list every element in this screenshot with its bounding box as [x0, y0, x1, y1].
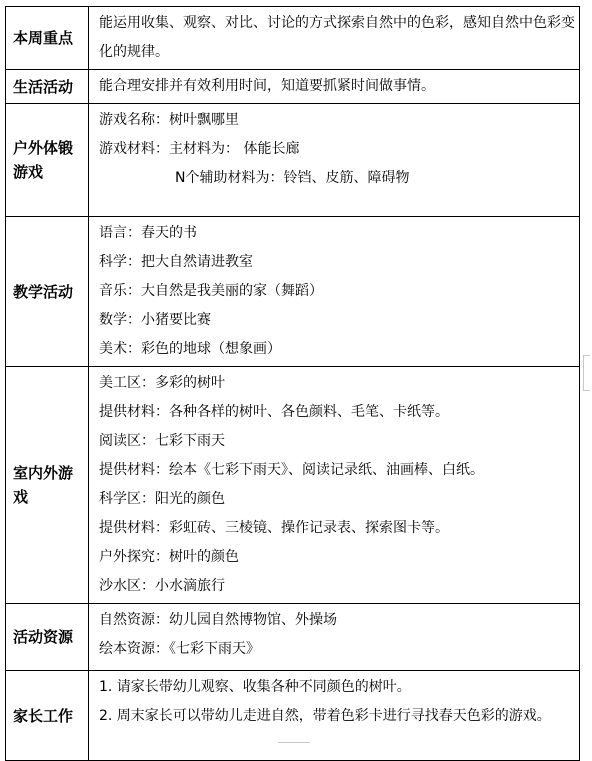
content-line: 数学：小猪要比赛 — [99, 312, 211, 328]
table-resize-handle[interactable] — [583, 390, 590, 391]
content-line: 绘本资源：《七彩下雨天》 — [99, 641, 260, 657]
row-label-resources: 活动资源 — [6, 604, 89, 671]
row-content-parents — [89, 671, 580, 761]
row-label-games: 室内外游戏 — [6, 367, 89, 604]
content-line: 1. 请家长带幼儿观察、收集各种不同颜色的树叶。 — [99, 679, 411, 695]
content-line: 语言：春天的书 — [99, 225, 197, 241]
row-content-daily-life — [89, 70, 580, 104]
table-row — [6, 671, 580, 761]
row-content-outdoor-exercise — [89, 104, 580, 217]
row-content-resources — [89, 604, 580, 671]
table-resize-handle[interactable] — [583, 355, 584, 391]
content-line: 科学区：阳光的颜色 — [99, 491, 225, 507]
content-line: 科学：把大自然请进教室 — [99, 254, 253, 270]
content-line: 2. 周末家长可以带幼儿走进自然，带着色彩卡进行寻找春天色彩的游戏。 — [99, 708, 551, 724]
content-line: 能合理安排并有效利用时间，知道要抓紧时间做事情。 — [99, 78, 435, 94]
content-line: 音乐：大自然是我美丽的家（舞蹈） — [99, 283, 323, 299]
weekly-plan-table — [5, 6, 580, 761]
table-row — [6, 104, 580, 217]
row-content-focus — [89, 7, 580, 70]
row-content-games — [89, 367, 580, 604]
table-row — [6, 7, 580, 70]
content-line: 能运用收集、观察、对比、讨论的方式探索自然中的色彩，感知自然中色彩变化的规律。 — [99, 15, 575, 60]
content-line: 美工区：多彩的树叶 — [99, 375, 225, 391]
row-content-teaching — [89, 217, 580, 367]
content-line: 美术：彩色的地球（想象画） — [99, 341, 281, 357]
row-label-teaching: 教学活动 — [6, 217, 89, 367]
row-label-focus: 本周重点 — [6, 7, 89, 70]
row-label-daily-life: 生活活动 — [6, 70, 89, 104]
content-line: 阅读区：七彩下雨天 — [99, 433, 225, 449]
row-label-parents: 家长工作 — [6, 671, 89, 761]
table-resize-handle[interactable] — [583, 355, 590, 356]
content-line: 户外探究：树叶的颜色 — [99, 549, 239, 565]
table-row — [6, 367, 580, 604]
content-line: 沙水区：小水滴旅行 — [99, 578, 225, 594]
content-line: 自然资源：幼儿园自然博物馆、外操场 — [99, 612, 337, 628]
page-corner-mark — [278, 742, 310, 743]
content-line: 提供材料：各种各样的树叶、各色颜料、毛笔、卡纸等。 — [99, 404, 449, 420]
content-line: 提供材料：绘本《七彩下雨天》、阅读记录纸、油画棒、白纸。 — [99, 462, 484, 478]
content-line: 游戏名称：树叶飘哪里 — [99, 112, 239, 128]
table-row — [6, 217, 580, 367]
table-row — [6, 70, 580, 104]
table-row — [6, 604, 580, 671]
row-label-outdoor-exercise: 户外体锻游戏 — [6, 104, 89, 217]
content-line: 游戏材料：主材料为： 体能长廊 — [99, 141, 300, 157]
content-line: N个辅助材料为：铃铛、皮筋、障碍物 — [175, 170, 410, 186]
content-line: 提供材料：彩虹砖、三棱镜、操作记录表、探索图卡等。 — [99, 520, 449, 536]
